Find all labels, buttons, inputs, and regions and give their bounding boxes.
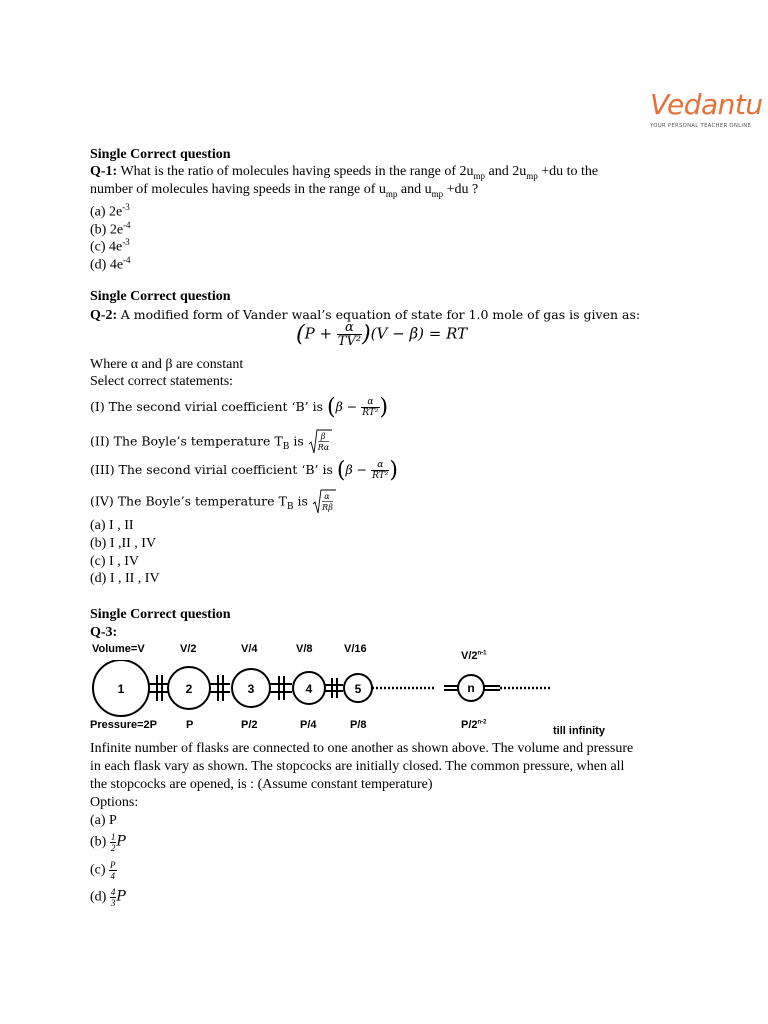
q2-where: Where α and β are constant: [90, 357, 244, 372]
svg-text:Rα: Rα: [317, 443, 329, 452]
pressure-label-n: P/2$^{n-2}$: [461, 719, 487, 731]
q2-statement-4: (IV) The Boyle’s temperature $T_B$ is α Rβ: [90, 489, 336, 516]
q1-text-line1: Q-1: What is the ratio of molecules having speeds in the range of $2u_{mp}$ and $2u_{mp} +du$ to the: [90, 164, 599, 181]
q3-options-label: Options:: [90, 795, 139, 810]
flask-label-5: 5: [354, 682, 362, 696]
flask-label-n: n: [467, 681, 475, 695]
q2-option-c[interactable]: (c) I , IV: [90, 554, 139, 569]
q3-type: Single Correct question: [90, 607, 231, 622]
q1-option-c[interactable]: (c) $4e^{-3}$: [90, 237, 130, 255]
flask-label-2: 2: [185, 682, 193, 696]
flask-diagram: [88, 640, 628, 740]
q2-option-d[interactable]: (d) I , II , IV: [90, 571, 160, 586]
q3-option-b[interactable]: (b) $\frac{1}{2}$ P: [90, 832, 126, 853]
pressure-label-1: Pressure=2P: [90, 719, 157, 731]
q2-select: Select correct statements:: [90, 374, 234, 389]
volume-label-1: Volume=V: [92, 643, 145, 655]
pressure-label-5: P/8: [350, 719, 367, 731]
volume-label-2: V/2: [180, 643, 197, 655]
q3-para-line1: Infinite number of flasks are connected to one another as shown above. The volume and pressure: [90, 741, 634, 756]
volume-label-5: V/16: [344, 643, 367, 655]
q1-text-line2: number of molecules having speeds in the range of $u_{mp}$ and $u_{mp} +du$ ?: [90, 182, 479, 199]
volume-label-4: V/8: [296, 643, 313, 655]
svg-text:α: α: [324, 492, 330, 501]
logo-wordmark: Vedantu: [650, 88, 763, 121]
pressure-label-3: P/2: [241, 719, 258, 731]
pressure-label-4: P/4: [300, 719, 317, 731]
q2-statement-2: (II) The Boyle’s temperature $T_B$ is β Rα: [90, 429, 332, 456]
q1-option-a[interactable]: (a) $2e^{-3}$: [90, 202, 130, 220]
q1-type: Single Correct question: [90, 147, 231, 162]
q2-text: Q-2: A modified form of Vander waal’s equation of state for 1.0 mole of gas is given as:: [90, 307, 641, 323]
vdw-equation: (P + $\frac{\alpha}{\text{TV²}}$ )(V − β) = RT: [296, 320, 468, 349]
flask-label-3: 3: [247, 682, 255, 696]
q1-option-d[interactable]: (d) $4e^{-4}$: [90, 255, 131, 273]
q2-statement-3: (III) The second virial coefficient ‘B’ is (β − $\frac{\alpha}{\text{RT²}}$ ): [90, 458, 398, 483]
till-infinity-label: till infinity: [553, 725, 605, 737]
q3-option-a[interactable]: (a) P: [90, 813, 117, 828]
q2-type: Single Correct question: [90, 289, 231, 304]
q3-para-line3: the stopcocks are opened, is : (Assume constant temperature): [90, 777, 433, 792]
q2-option-b[interactable]: (b) I ,II , IV: [90, 536, 157, 551]
flask-label-4: 4: [305, 682, 313, 696]
q2-option-a[interactable]: (a) I , II: [90, 518, 134, 533]
svg-text:β: β: [320, 432, 326, 441]
volume-label-n: V/2$^{n-1}$: [461, 650, 487, 662]
q3-number: Q-3:: [90, 625, 118, 640]
q1-option-b[interactable]: (b) $2e^{-4}$: [90, 220, 131, 238]
q3-option-d[interactable]: (d) $\frac{4}{3}$ P: [90, 887, 126, 908]
q2-statement-1: (I) The second virial coefficient ‘B’ is (β − $\frac{\alpha}{\text{RT²}}$ ): [90, 395, 389, 420]
q3-para-line2: in each flask vary as shown. The stopcocks are initially closed. The common pressure, when all: [90, 759, 625, 774]
volume-label-3: V/4: [241, 643, 258, 655]
pressure-label-2: P: [186, 719, 194, 731]
vedantu-logo: [650, 90, 768, 134]
flask-label-1: 1: [117, 682, 125, 696]
flask-chain: [88, 660, 558, 720]
svg-text:Rβ: Rβ: [322, 503, 333, 512]
logo-tagline: YOUR PERSONAL TEACHER ONLINE: [650, 123, 752, 129]
q3-option-c[interactable]: (c) $\frac{P}{4}$: [90, 860, 116, 881]
